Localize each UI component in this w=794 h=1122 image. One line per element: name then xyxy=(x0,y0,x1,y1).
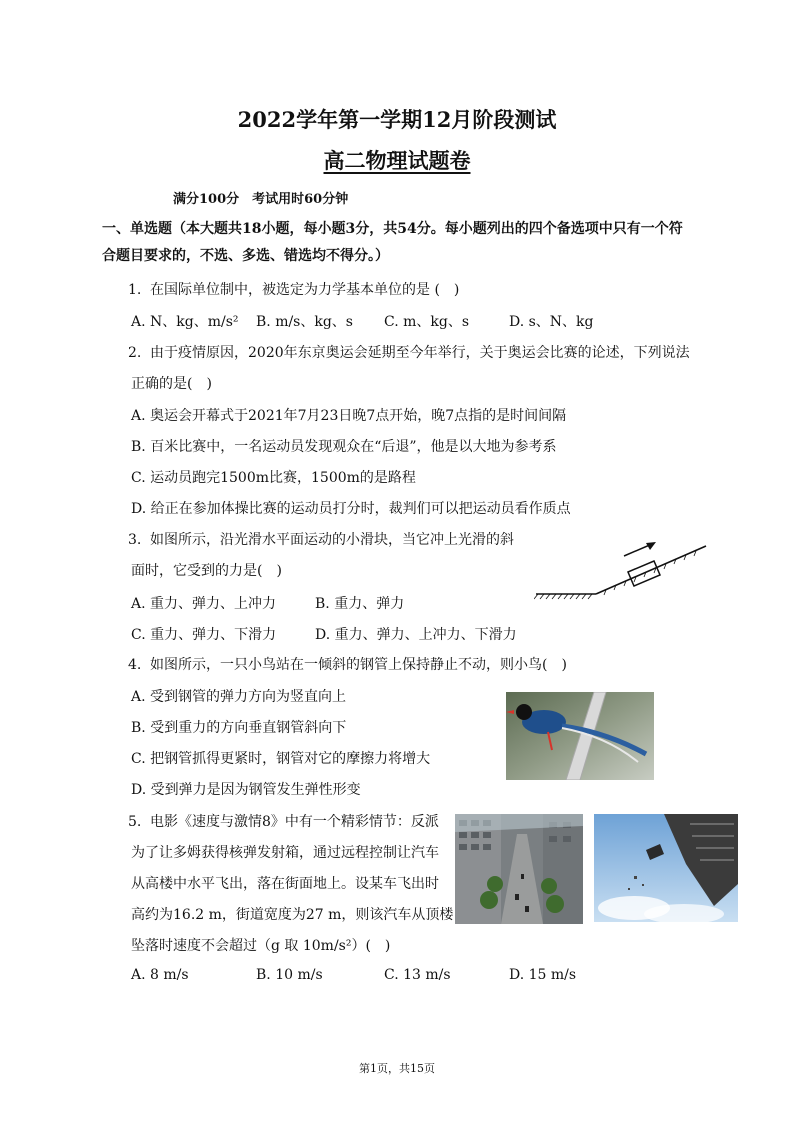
q2-number: 2. xyxy=(128,345,142,361)
incline-line xyxy=(596,546,706,594)
q4-option-b: B. 受到重力的方向垂直钢管斜向下 xyxy=(131,720,347,736)
q1-number: 1. xyxy=(128,282,142,298)
q2-option-b: B. 百米比赛中，一名运动员发现观众在“后退”，他是以大地为参考系 xyxy=(131,439,557,455)
q3-stem-line1: 如图所示，沿光滑水平面运动的小滑块，当它冲上光滑的斜 xyxy=(150,532,514,548)
q2-stem-line2: 正确的是( ) xyxy=(131,376,212,392)
q2-option-d: D. 给正在参加体操比赛的运动员打分时，裁判们可以把运动员看作质点 xyxy=(131,501,571,517)
street-aerial-photo xyxy=(455,814,583,924)
q1-option-d: D. s、N、kg xyxy=(509,314,594,330)
q3-option-a: A. 重力、弹力、上冲力 xyxy=(131,596,277,612)
q1-stem: 在国际单位制中，被选定为力学基本单位的是 ( ) xyxy=(150,282,460,298)
q5-option-a: A. 8 m/s xyxy=(131,967,189,983)
q3-number: 3. xyxy=(128,532,142,548)
q4-option-c: C. 把钢管抓得更紧时，钢管对它的摩擦力将增大 xyxy=(131,751,431,767)
exam-title: 2022学年第一学期12月阶段测试 xyxy=(237,107,557,132)
q2-option-c: C. 运动员跑完1500m比赛，1500m的是路程 xyxy=(131,470,416,486)
q3-option-d: D. 重力、弹力、上冲力、下滑力 xyxy=(315,627,517,643)
section-heading-line2: 合题目要求的，不选、多选、错选均不得分。） xyxy=(102,248,389,264)
q4-stem: 如图所示，一只小鸟站在一倾斜的钢管上保持静止不动，则小鸟( ) xyxy=(150,657,567,673)
q2-stem-line1: 由于疫情原因，2020年东京奥运会延期至今年举行，关于奥运会比赛的论述，下列说法 xyxy=(150,345,690,361)
q5-line5: 坠落时速度不会超过（g 取 10m/s²）( ) xyxy=(131,938,391,954)
q1-option-a: A. N、kg、m/s² xyxy=(131,314,239,330)
q5-option-c: C. 13 m/s xyxy=(384,967,451,983)
q5-number: 5. xyxy=(128,814,142,830)
q5-line4: 高约为16.2 m，街道宽度为27 m，则该汽车从顶楼 xyxy=(131,907,454,923)
exam-subtitle: 高二物理试题卷 xyxy=(323,148,471,173)
q4-number: 4. xyxy=(128,657,142,673)
bird-on-pipe-photo xyxy=(506,692,654,780)
q4-option-a: A. 受到钢管的弹力方向为竖直向上 xyxy=(131,689,347,705)
q5-option-d: D. 15 m/s xyxy=(509,967,577,983)
q5-line3: 从高楼中水平飞出，落在街面地上。设某车飞出时 xyxy=(131,876,439,892)
q1-option-b: B. m/s、kg、s xyxy=(256,314,353,330)
exam-meta: 满分100分 考试用时60分钟 xyxy=(173,192,349,207)
q4-option-d: D. 受到弹力是因为钢管发生弹性形变 xyxy=(131,782,361,798)
q3-stem-line2: 面时，它受到的力是( ) xyxy=(131,563,282,579)
incline-slider-diagram xyxy=(534,536,710,602)
ground-hatching xyxy=(534,551,696,599)
q1-option-c: C. m、kg、s xyxy=(384,314,470,330)
q5-line1: 电影《速度与激情8》中有一个精彩情节：反派 xyxy=(150,814,439,830)
section-heading-line1: 一、单选题（本大题共18小题，每小题3分，共54分。每小题列出的四个备选项中只有一个符 xyxy=(102,221,683,237)
q3-option-b: B. 重力、弹力 xyxy=(315,596,405,612)
falling-car-photo xyxy=(594,814,738,922)
page-footer: 第1页，共15页 xyxy=(359,1062,435,1075)
q5-option-b: B. 10 m/s xyxy=(256,967,323,983)
q5-line2: 为了让多姆获得核弹发射箱，通过远程控制让汽车 xyxy=(131,845,439,861)
q3-option-c: C. 重力、弹力、下滑力 xyxy=(131,627,277,643)
q2-option-a: A. 奥运会开幕式于2021年7月23日晚7点开始，晚7点指的是时间间隔 xyxy=(131,408,567,424)
